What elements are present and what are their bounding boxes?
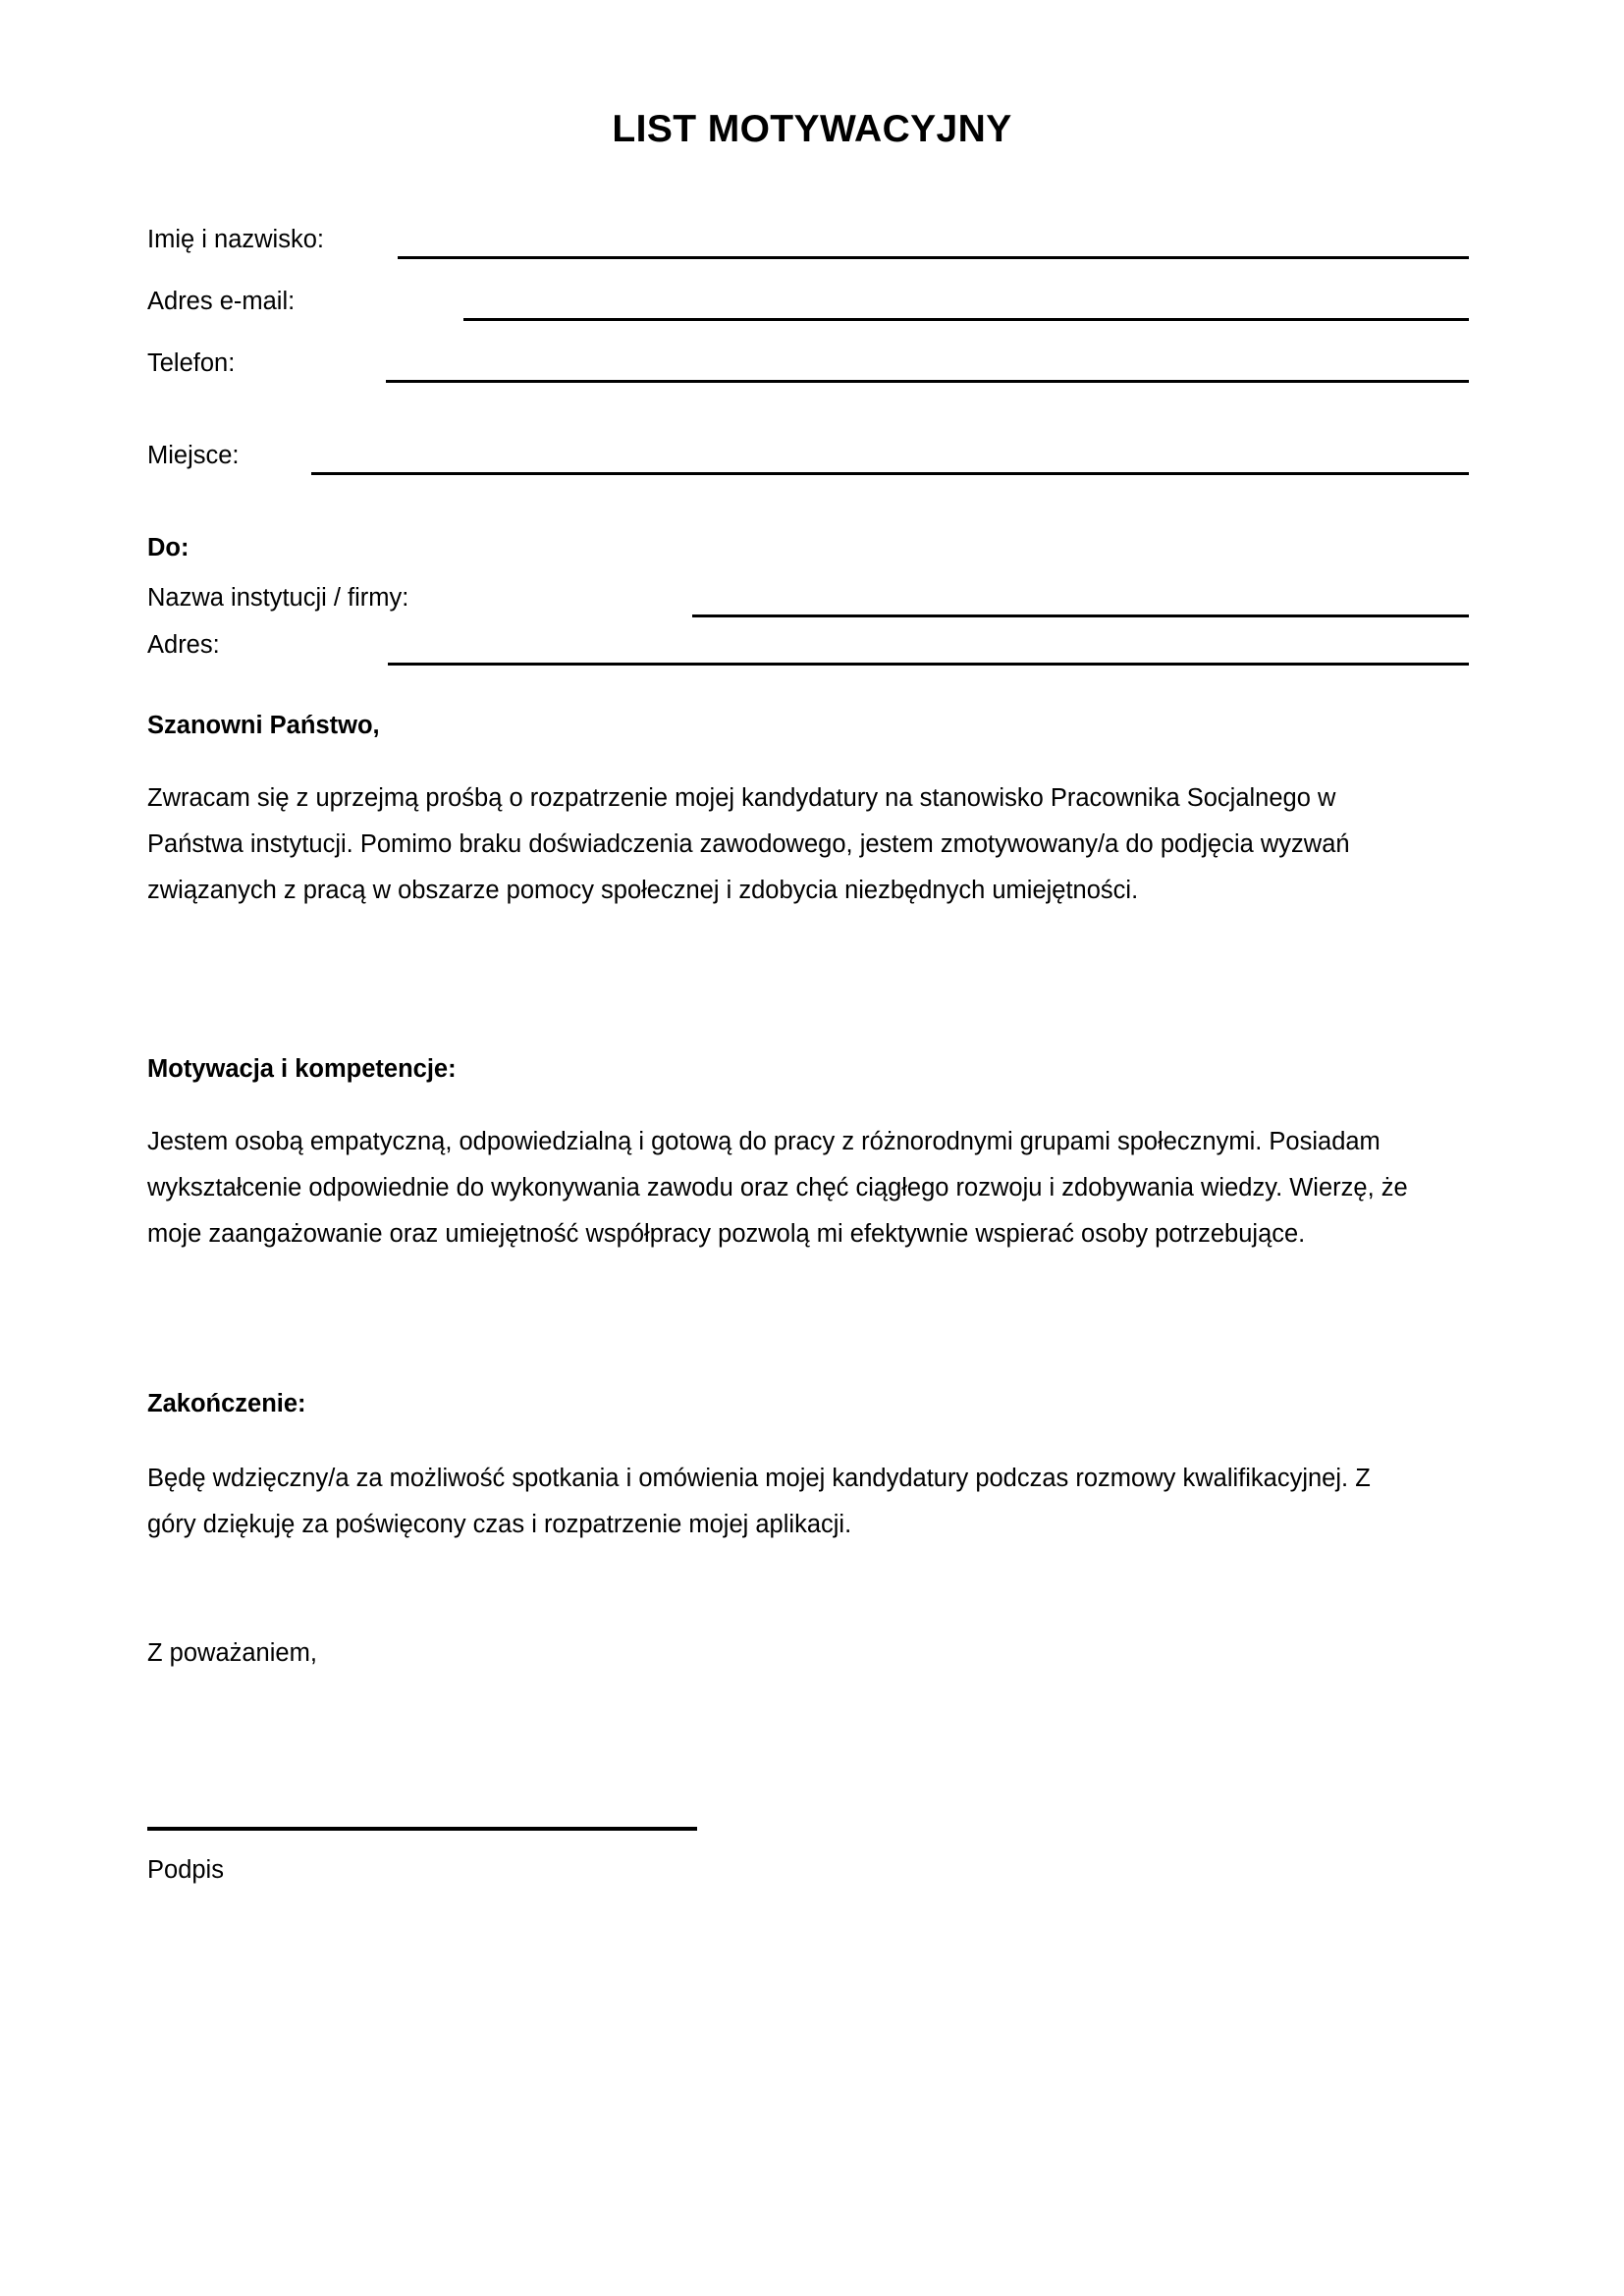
label-institution-name: Nazwa instytucji / firmy:: [147, 584, 409, 612]
input-email[interactable]: [463, 318, 1469, 321]
label-full-name: Imię i nazwisko:: [147, 226, 324, 253]
page-title: LIST MOTYWACYJNY: [612, 108, 1012, 150]
closing-salutation: Z poważaniem,: [147, 1639, 317, 1667]
section-body-motivation: Jestem osobą empatyczną, odpowiedzialną i gotową do pracy z różnorodnymi grupami społecznymi. Posiadam wykształcenie odpowiednie do wykonywania zawodu oraz chęć ciągłego rozwoju i zdobywania wiedzy. Wierzę, że moje zaangażowanie oraz umiejętność współpracy pozwolą mi efektywnie wspierać osoby potrzebujące.: [147, 1128, 1408, 1248]
recipient-heading: Do:: [147, 534, 189, 561]
signature-label: Podpis: [147, 1856, 224, 1884]
section-heading-closing: Zakończenie:: [147, 1390, 306, 1417]
signature-line[interactable]: [147, 1827, 697, 1831]
input-full-name[interactable]: [398, 256, 1469, 259]
input-recipient-address[interactable]: [388, 663, 1469, 666]
input-phone[interactable]: [386, 380, 1469, 383]
input-institution-name[interactable]: [692, 614, 1469, 617]
label-email: Adres e-mail:: [147, 288, 296, 315]
section-body-closing: Będę wdzięczny/a za możliwość spotkania i omówienia mojej kandydatury podczas rozmowy kwalifikacyjnej. Z góry dziękuję za poświęcony czas i rozpatrzenie mojej aplikacji.: [147, 1465, 1371, 1538]
label-phone: Telefon:: [147, 349, 236, 377]
input-place[interactable]: [311, 472, 1469, 475]
intro-paragraph: Zwracam się z uprzejmą prośbą o rozpatrzenie mojej kandydatury na stanowisko Pracownika Socjalnego w Państwa instytucji. Pomimo braku doświadczenia zawodowego, jestem zmotywowany/a do podjęcia wyzwań związanych z pracą w obszarze pomocy społecznej i zdobycia niezbędnych umiejętności.: [147, 784, 1350, 904]
label-place: Miejsce:: [147, 442, 240, 469]
section-heading-motivation: Motywacja i kompetencje:: [147, 1055, 457, 1083]
salutation: Szanowni Państwo,: [147, 712, 380, 739]
label-recipient-address: Adres:: [147, 631, 220, 659]
